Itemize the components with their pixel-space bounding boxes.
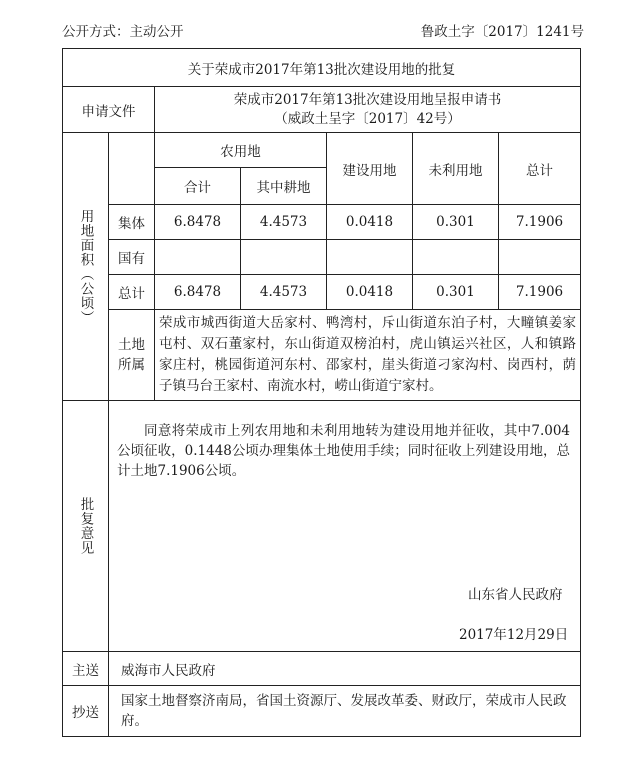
land-location-label-line2: 所属 <box>118 357 145 373</box>
document-title: 关于荣成市2017年第13批次建设用地的批复 <box>63 49 581 87</box>
total-total: 7.1906 <box>499 275 581 310</box>
total-subtotal: 6.8478 <box>155 275 241 310</box>
collective-construction: 0.0418 <box>327 205 413 240</box>
signer: 山东省人民政府 <box>468 587 563 603</box>
document-number: 鲁政土字〔2017〕1241号 <box>420 24 584 40</box>
collective-subtotal: 6.8478 <box>155 205 241 240</box>
state-cultivated <box>241 240 327 275</box>
land-area-side-label-cell <box>63 133 109 401</box>
subtotal-header: 合计 <box>155 168 241 205</box>
land-location-label <box>109 310 155 401</box>
total-header: 总计 <box>499 133 581 205</box>
state-total <box>499 240 581 275</box>
land-area-side-label: 用地面积（公顷） <box>77 208 94 325</box>
table-row-collective <box>63 205 581 240</box>
opinion-label-cell <box>63 401 109 652</box>
table-row-total <box>63 275 581 310</box>
opinion-cell <box>109 401 581 652</box>
construction-land-header: 建设用地 <box>327 133 413 205</box>
opinion-text: 同意将荣成市上列农用地和未利用地转为建设用地并征收，其中7.004公顷征收，0.1448公顷办理集体土地使用手续；同时征收上列建设用地，总计土地7.1906公顷。 <box>117 423 571 479</box>
application-doc-line1: 荣成市2017年第13批次建设用地呈报申请书 <box>233 91 502 108</box>
collective-unused: 0.301 <box>413 205 499 240</box>
total-cultivated: 4.4573 <box>241 275 327 310</box>
row-label-collective: 集体 <box>109 205 155 240</box>
total-unused: 0.301 <box>413 275 499 310</box>
opinion-label: 批复意见 <box>77 497 94 555</box>
state-construction <box>327 240 413 275</box>
table-row-state <box>63 240 581 275</box>
collective-cultivated: 4.4573 <box>241 205 327 240</box>
disclosure-method: 公开方式：主动公开 <box>62 24 184 40</box>
application-label: 申请文件 <box>63 87 155 133</box>
row-label-total: 总计 <box>109 275 155 310</box>
total-construction: 0.0418 <box>327 275 413 310</box>
state-unused <box>413 240 499 275</box>
collective-total: 7.1906 <box>499 205 581 240</box>
row-label-state: 国有 <box>109 240 155 275</box>
state-subtotal <box>155 240 241 275</box>
approval-date: 2017年12月29日 <box>459 627 569 643</box>
copy-to-value: 国家土地督察济南局，省国土资源厅、发展改革委、财政厅，荣成市人民政府。 <box>109 686 581 737</box>
approval-table <box>62 48 581 737</box>
application-document <box>155 87 581 133</box>
send-to-value: 威海市人民政府 <box>109 652 581 686</box>
blank-header-cell <box>109 133 155 205</box>
unused-land-header: 未利用地 <box>413 133 499 205</box>
land-location-text: 荣成市城西街道大岳家村、鸭湾村，斥山街道东泊子村，大疃镇姜家屯村、双石董家村，东山街道双榜泊村，虎山镇运兴社区，人和镇路家庄村，桃园街道河东村、邵家村，崖头街道刁家沟村、岗西村，荫子镇马台王家村、南流水村，崂山街道宁家村。 <box>155 310 581 401</box>
application-doc-line2: （威政土呈字〔2017〕42号） <box>274 110 461 127</box>
farm-land-header: 农用地 <box>155 133 327 168</box>
copy-to-label: 抄送 <box>63 686 109 737</box>
send-to-label: 主送 <box>63 652 109 686</box>
cultivated-header: 其中耕地 <box>241 168 327 205</box>
land-location-label-line1: 土地 <box>118 337 145 353</box>
